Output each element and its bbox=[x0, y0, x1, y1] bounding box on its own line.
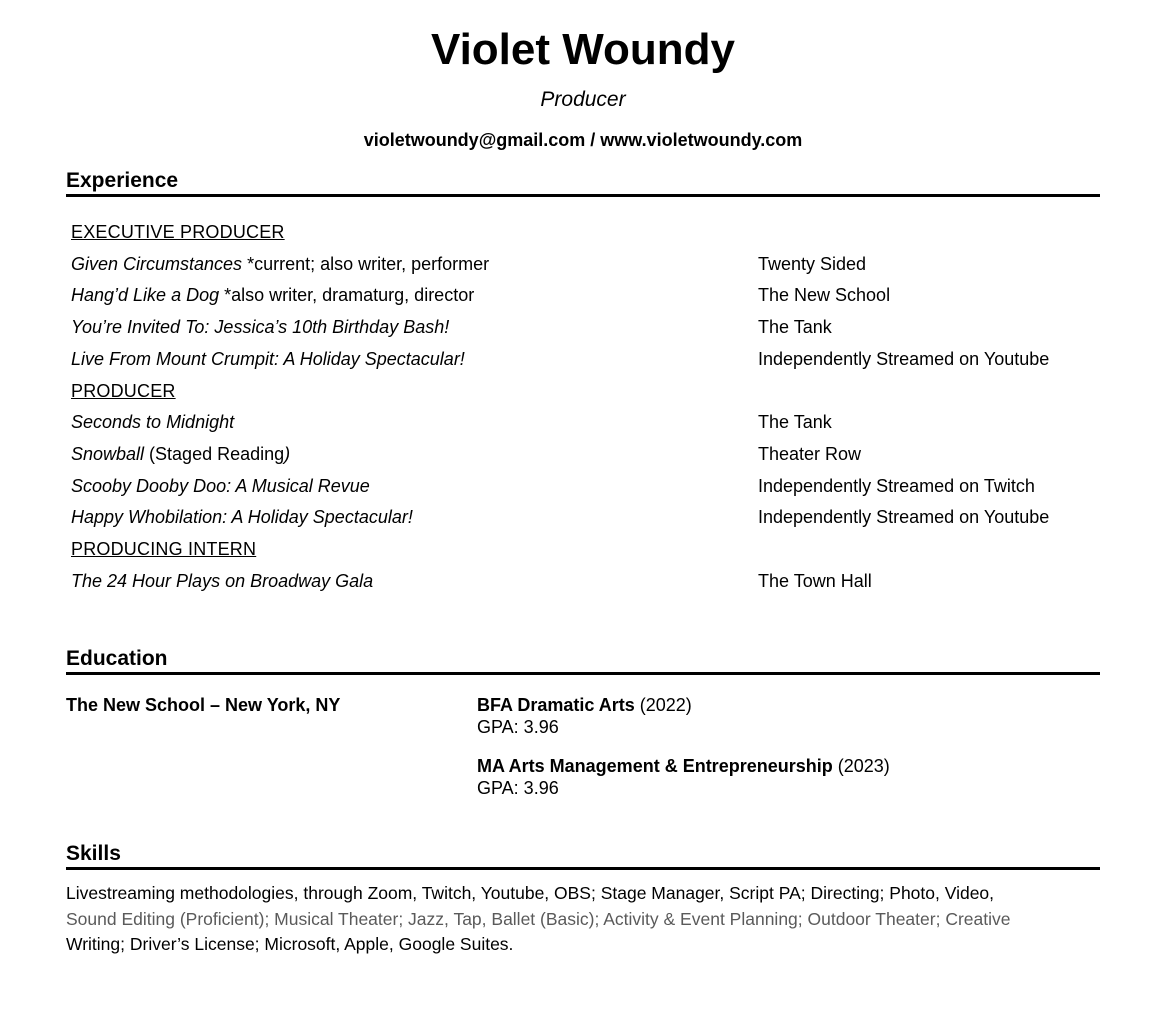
person-title: Producer bbox=[540, 88, 626, 111]
degree-gpa: GPA: 3.96 bbox=[477, 778, 559, 799]
degree-list bbox=[477, 695, 1100, 798]
production-title: Hang’d Like a Dog bbox=[71, 285, 220, 306]
degree-title-line bbox=[477, 756, 1100, 776]
production-entry bbox=[71, 312, 758, 344]
experience-row bbox=[71, 439, 1100, 471]
experience-row bbox=[71, 280, 1100, 312]
skills-line: Writing; Driver’s License; Microsoft, Apple, Google Suites. bbox=[66, 934, 514, 955]
education-heading: Education bbox=[66, 645, 1100, 675]
production-title: Scooby Dooby Doo: A Musical Revue bbox=[71, 475, 370, 496]
production-title: Happy Whobilation: A Holiday Spectacular! bbox=[71, 507, 413, 528]
venue-name: Theater Row bbox=[758, 443, 862, 464]
degree-year: (2022) bbox=[634, 695, 692, 716]
degree-title-line bbox=[477, 695, 1100, 715]
production-note: *also writer, dramaturg, director bbox=[219, 285, 475, 306]
experience-role-heading: PRODUCING INTERN bbox=[71, 539, 257, 560]
contact-line: violetwoundy@gmail.com / www.violetwoundy.com bbox=[363, 130, 803, 150]
degree-name: BFA Dramatic Arts bbox=[477, 695, 635, 716]
experience-row bbox=[71, 344, 1100, 376]
venue-name: The New School bbox=[758, 285, 891, 306]
production-title: Snowball bbox=[71, 443, 145, 464]
production-title: Seconds to Midnight bbox=[71, 412, 235, 433]
production-title: Live From Mount Crumpit: A Holiday Spectacular! bbox=[71, 348, 465, 369]
production-entry bbox=[71, 407, 758, 439]
experience-row bbox=[71, 502, 1100, 534]
venue-name: The Town Hall bbox=[758, 570, 872, 591]
venue-name: The Tank bbox=[758, 317, 832, 338]
skills-line: Sound Editing (Proficient); Musical Theater; Jazz, Tap, Ballet (Basic); Activity & Event Planning; Outdoor Theater; Creative bbox=[66, 908, 1011, 929]
production-title: The 24 Hour Plays on Broadway Gala bbox=[71, 570, 374, 591]
skills-section bbox=[66, 840, 1100, 958]
degree-entry bbox=[477, 756, 1100, 798]
skills-heading: Skills bbox=[66, 840, 1100, 870]
production-entry bbox=[71, 502, 758, 534]
degree-year: (2023) bbox=[832, 756, 890, 777]
production-entry bbox=[71, 249, 758, 281]
experience-row bbox=[71, 566, 1100, 598]
experience-section bbox=[66, 167, 1100, 597]
experience-row bbox=[71, 407, 1100, 439]
person-name: Violet Woundy bbox=[431, 25, 735, 74]
venue-name: Twenty Sided bbox=[758, 253, 867, 274]
school-name: The New School – New York, NY bbox=[66, 695, 341, 716]
education-section bbox=[66, 645, 1100, 798]
experience-row bbox=[71, 249, 1100, 281]
skills-line: Livestreaming methodologies, through Zoom, Twitch, Youtube, OBS; Stage Manager, Script PA; Directing; Photo, Video, bbox=[66, 883, 995, 904]
venue-name: Independently Streamed on Youtube bbox=[758, 507, 1050, 528]
production-entry bbox=[71, 566, 758, 598]
venue-name: Independently Streamed on Twitch bbox=[758, 475, 1035, 496]
production-note-tail: ) bbox=[284, 443, 291, 464]
production-note: (Staged Reading bbox=[144, 443, 285, 464]
resume-header bbox=[66, 0, 1100, 151]
venue-name: Independently Streamed on Youtube bbox=[758, 348, 1050, 369]
degree-name: MA Arts Management & Entrepreneurship bbox=[477, 756, 833, 777]
experience-heading: Experience bbox=[66, 167, 1100, 197]
education-grid bbox=[66, 695, 1100, 798]
production-title: Given Circumstances bbox=[71, 253, 243, 274]
experience-row bbox=[71, 312, 1100, 344]
degree-gpa: GPA: 3.96 bbox=[477, 717, 559, 738]
production-entry bbox=[71, 344, 758, 376]
skills-paragraph bbox=[66, 881, 1100, 958]
experience-row bbox=[71, 471, 1100, 503]
experience-role-heading: EXECUTIVE PRODUCER bbox=[71, 222, 285, 242]
production-note: *current; also writer, performer bbox=[242, 253, 490, 274]
production-entry bbox=[71, 280, 758, 312]
venue-name: The Tank bbox=[758, 412, 832, 433]
degree-entry bbox=[477, 695, 1100, 737]
production-entry bbox=[71, 471, 758, 503]
production-title: You’re Invited To: Jessica’s 10th Birthday Bash! bbox=[71, 317, 450, 338]
experience-role-heading: PRODUCER bbox=[71, 380, 176, 401]
production-entry bbox=[71, 439, 758, 471]
experience-list bbox=[71, 217, 1100, 597]
